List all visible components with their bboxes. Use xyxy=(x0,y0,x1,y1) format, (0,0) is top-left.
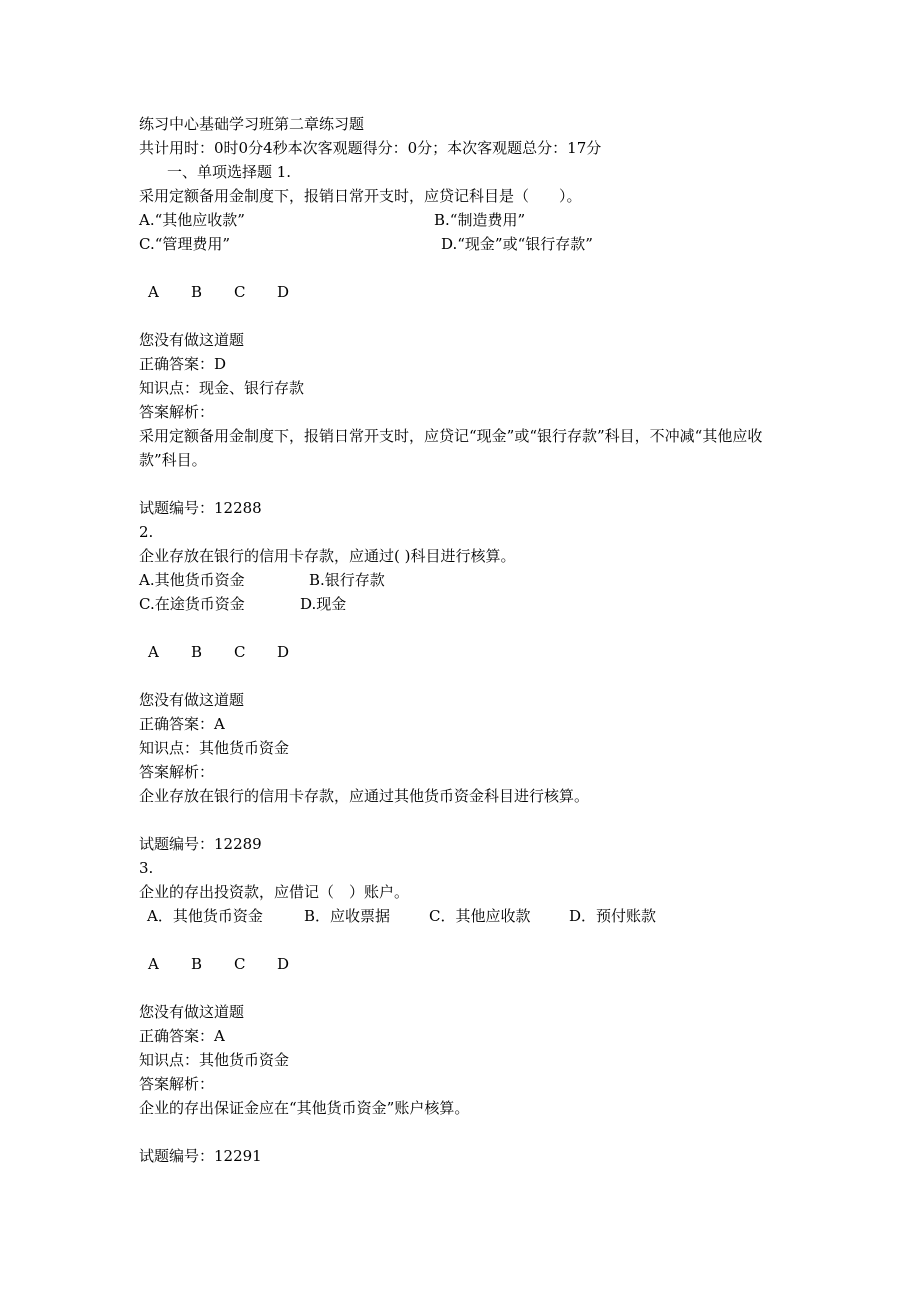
choice-a[interactable]: A xyxy=(148,643,159,661)
options-row-2 xyxy=(139,232,839,256)
question-id: 试题编号：12289 xyxy=(139,835,262,853)
option-d: D．预付账款 xyxy=(569,907,657,925)
option-d: D.“现金”或“银行存款” xyxy=(441,235,593,253)
analysis-text: 企业存放在银行的信用卡存款，应通过其他货币资金科目进行核算。 xyxy=(139,787,590,805)
question-3 xyxy=(139,856,839,1168)
question-stem: 企业存放在银行的信用卡存款，应通过( )科目进行核算。 xyxy=(139,547,516,565)
question-2 xyxy=(139,520,839,856)
answer-choices xyxy=(139,640,839,664)
options-row-1 xyxy=(139,904,839,928)
question-1 xyxy=(139,184,839,520)
option-a: A．其他货币资金 xyxy=(147,907,263,925)
knowledge-point: 知识点：其他货币资金 xyxy=(139,1051,290,1069)
choice-a[interactable]: A xyxy=(148,283,159,301)
question-id: 试题编号：12291 xyxy=(139,1147,262,1165)
correct-answer: 正确答案：A xyxy=(139,1027,225,1045)
analysis-label: 答案解析： xyxy=(139,403,215,421)
options-row-2 xyxy=(139,592,839,616)
section-heading: 一、单项选择题 1. xyxy=(167,163,292,181)
correct-answer: 正确答案：A xyxy=(139,715,225,733)
analysis-label: 答案解析： xyxy=(139,763,215,781)
choice-b[interactable]: B xyxy=(191,955,203,973)
analysis-text: 企业的存出保证金应在“其他货币资金”账户核算。 xyxy=(139,1099,470,1117)
status-text: 您没有做这道题 xyxy=(139,1003,245,1021)
correct-answer: 正确答案：D xyxy=(139,355,227,373)
question-number: 3. xyxy=(139,859,154,877)
choice-c[interactable]: C xyxy=(234,955,246,973)
option-d: D.现金 xyxy=(300,595,347,613)
document-page xyxy=(139,112,839,1168)
choice-a[interactable]: A xyxy=(148,955,159,973)
status-text: 您没有做这道题 xyxy=(139,691,245,709)
option-c: C.在途货币资金 xyxy=(139,595,245,613)
analysis-label: 答案解析： xyxy=(139,1075,215,1093)
option-b: B.银行存款 xyxy=(309,571,385,589)
option-a: A.其他货币资金 xyxy=(139,571,245,589)
choice-d[interactable]: D xyxy=(277,643,290,661)
question-stem: 企业的存出投资款，应借记（ ）账户。 xyxy=(139,883,410,901)
choice-b[interactable]: B xyxy=(191,283,203,301)
options-row-1 xyxy=(139,568,839,592)
analysis-text: 采用定额备用金制度下，报销日常开支时，应贷记“现金”或“银行存款”科目，不冲减“其他应收款”科目。 xyxy=(139,427,763,469)
option-c: C．其他应收款 xyxy=(429,907,531,925)
score-summary: 共计用时：0时0分4秒本次客观题得分：0分；本次客观题总分：17分 xyxy=(139,139,602,157)
page-title: 练习中心基础学习班第二章练习题 xyxy=(139,115,365,133)
question-id: 试题编号：12288 xyxy=(139,499,262,517)
option-a: A.“其他应收款” xyxy=(139,211,245,229)
knowledge-point: 知识点：其他货币资金 xyxy=(139,739,290,757)
knowledge-point: 知识点：现金、银行存款 xyxy=(139,379,305,397)
option-b: B．应收票据 xyxy=(304,907,391,925)
choice-d[interactable]: D xyxy=(277,283,290,301)
choice-c[interactable]: C xyxy=(234,643,246,661)
answer-choices xyxy=(139,952,839,976)
options-row-1 xyxy=(139,208,839,232)
choice-c[interactable]: C xyxy=(234,283,246,301)
option-c: C.“管理费用” xyxy=(139,235,231,253)
choice-d[interactable]: D xyxy=(277,955,290,973)
option-b: B.“制造费用” xyxy=(434,211,526,229)
answer-choices xyxy=(139,280,839,304)
status-text: 您没有做这道题 xyxy=(139,331,245,349)
question-stem: 采用定额备用金制度下，报销日常开支时，应贷记科目是（ ）。 xyxy=(139,187,582,205)
choice-b[interactable]: B xyxy=(191,643,203,661)
question-number: 2. xyxy=(139,523,154,541)
